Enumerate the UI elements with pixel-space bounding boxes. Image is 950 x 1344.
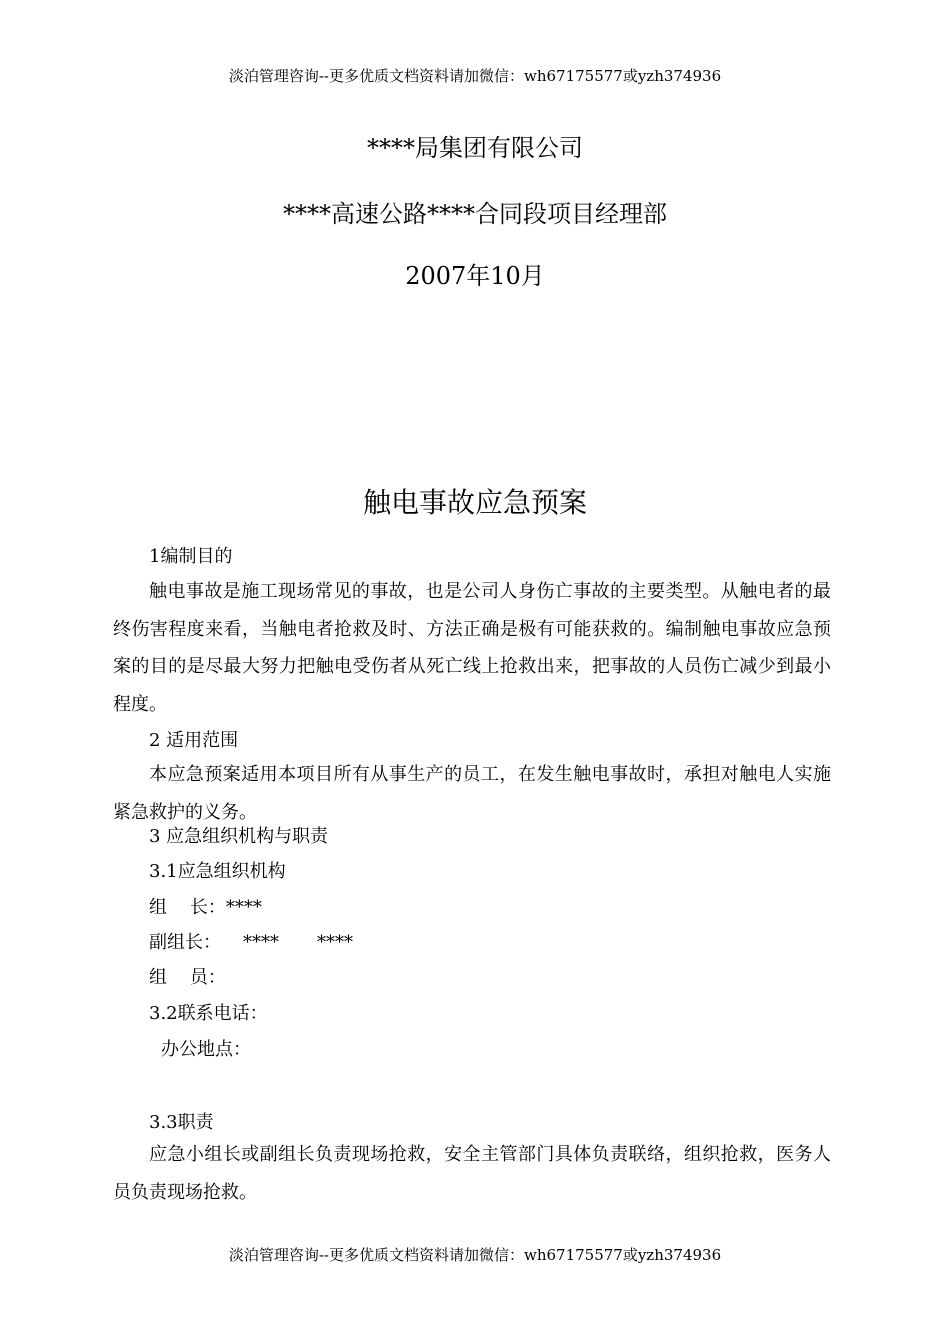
office-location: 办公地点： — [161, 1039, 251, 1060]
department-name: ****高速公路****合同段项目经理部 — [283, 200, 667, 228]
section-1-body: 触电事故是施工现场常见的事故，也是公司人身伤亡事故的主要类型。从触电者的最终伤害程度来看，当触电者抢救及时、方法正确是极有可能获救的。编制触电事故应急预案的目的是尽最大努力把触电受伤者从死亡线上抢救出来，把事故的人员伤亡减少到最小程度。 — [113, 581, 831, 715]
deputy-line — [149, 924, 869, 961]
section-3-heading: 3 应急组织机构与职责 — [149, 826, 329, 847]
section-2-heading: 2 适用范围 — [149, 730, 239, 751]
section-3-3-heading: 3.3职责 — [149, 1112, 214, 1133]
members-line: 组 员： — [149, 967, 226, 988]
company-name: ****局集团有限公司 — [367, 134, 583, 162]
deputy-name-2: **** — [317, 932, 353, 953]
document-date: 2007年10月 — [405, 262, 545, 290]
deputy-name-1: **** — [243, 932, 279, 953]
document-title: 触电事故应急预案 — [362, 486, 587, 519]
leader-line: 组 长：**** — [149, 897, 262, 918]
page-header: 淡泊管理咨询--更多优质文档资料请加微信：wh67175577或yzh374936 — [228, 67, 722, 85]
section-2-body: 本应急预案适用本项目所有从事生产的员工，在发生触电事故时，承担对触电人实施紧急救护的义务。 — [113, 764, 831, 823]
deputy-label: 副组长： — [149, 932, 221, 953]
section-1-heading: 1编制目的 — [149, 546, 233, 567]
section-3-3-body: 应急小组长或副组长负责现场抢救，安全主管部门具体负责联络，组织抢救，医务人员负责现场抢救。 — [113, 1144, 831, 1203]
section-3-2-heading: 3.2联系电话： — [149, 1003, 268, 1024]
section-3-1-heading: 3.1应急组织机构 — [149, 861, 286, 882]
page-footer: 淡泊管理咨询--更多优质文档资料请加微信：wh67175577或yzh374936 — [228, 1246, 722, 1264]
